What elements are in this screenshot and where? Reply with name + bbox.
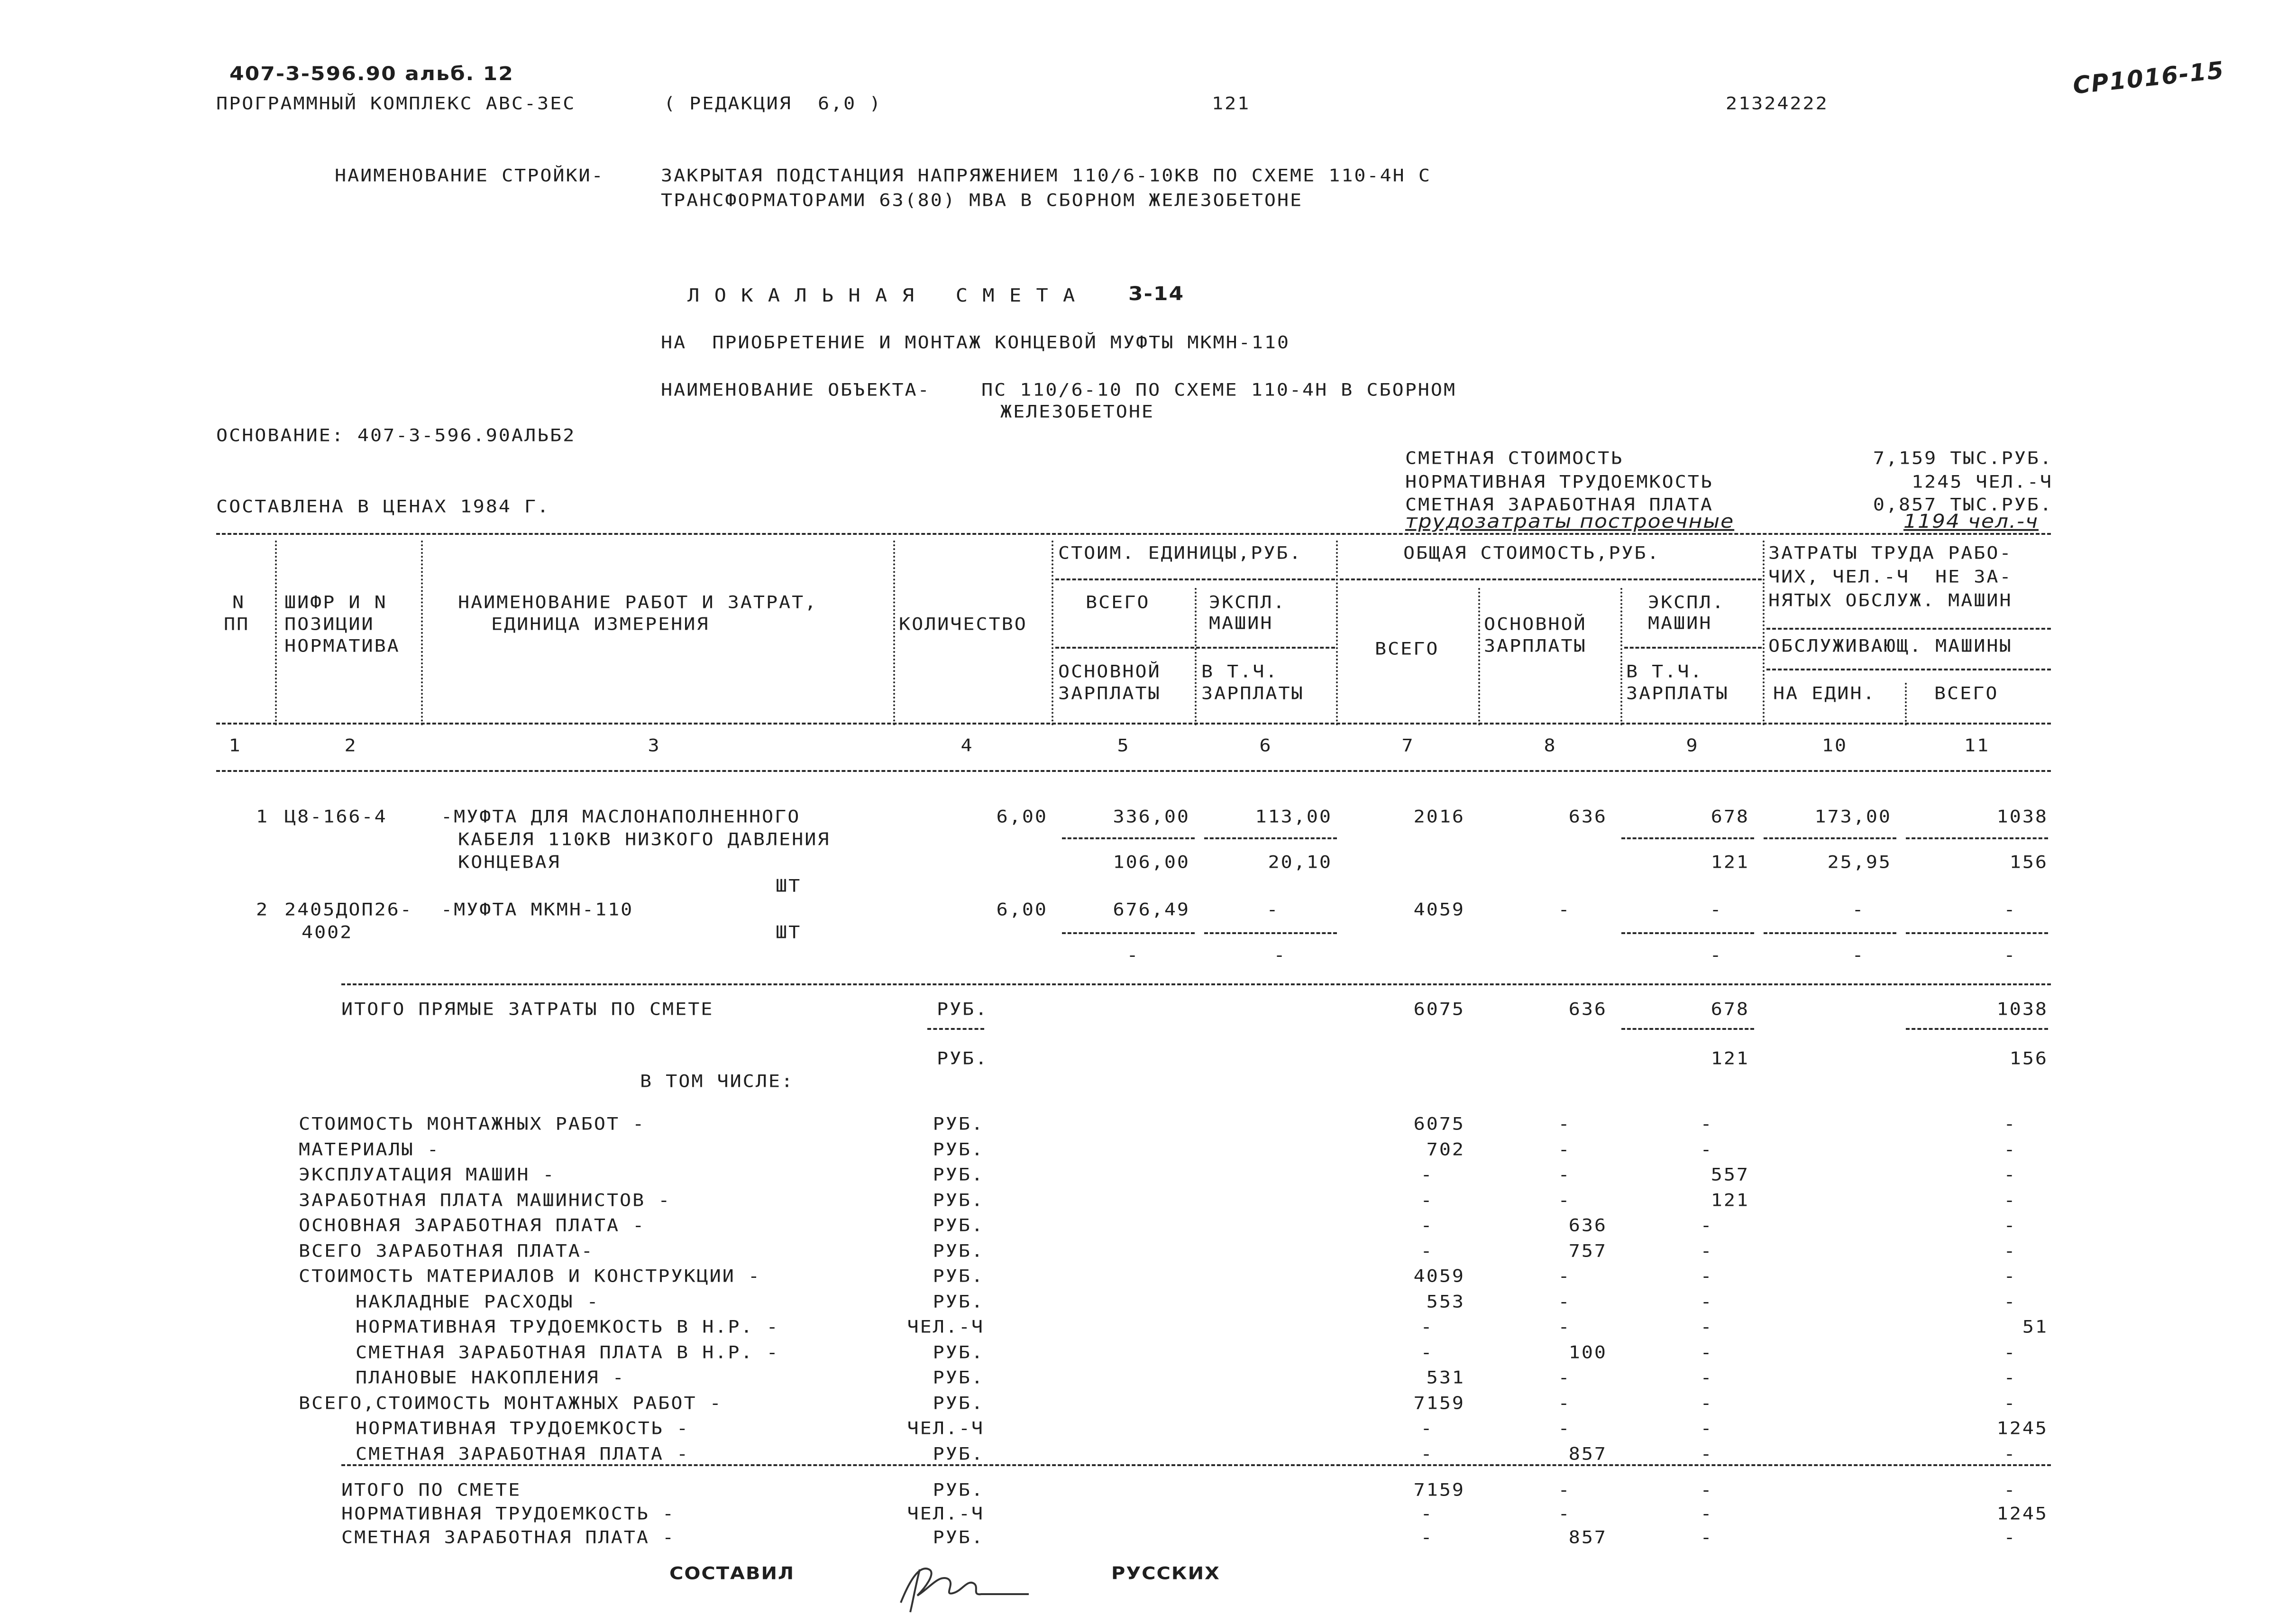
row-labor-total: - (2003, 1342, 2017, 1363)
row-label: ЭКСПЛУАТАЦИЯ МАШИН - (299, 1165, 556, 1185)
row-code: 2405ДОП26- (284, 899, 413, 920)
row-unit: РУБ. (933, 1240, 984, 1261)
summary-label: СМЕТНАЯ ЗАРАБОТНАЯ ПЛАТА (1405, 495, 1713, 515)
header-col-2: ШИФР И N (284, 592, 387, 613)
row-labor-unit-b: 25,95 (1827, 852, 1892, 872)
row-total-basic: - (1558, 1418, 1571, 1439)
header-unit-incl: ЗАРПЛАТЫ (1201, 683, 1304, 704)
row-name: -МУФТА ДЛЯ МАСЛОНАПОЛНЕННОГО (441, 807, 801, 827)
row-total-basic: - (1558, 899, 1571, 920)
header-col-4: КОЛИЧЕСТВО (899, 614, 1027, 634)
page-number: 121 (1212, 93, 1251, 114)
row-total-all: - (1420, 1418, 1434, 1439)
row-unit: РУБ. (933, 1480, 984, 1500)
items-bottom-rule (341, 983, 2051, 985)
header-total-mach: МАШИН (1648, 613, 1712, 633)
construction-line-1: ЗАКРЫТАЯ ПОДСТАНЦИЯ НАПРЯЖЕНИЕМ 110/6-10КВ ПО СХЕМЕ 110-4Н С (661, 165, 1431, 186)
row-unit: РУБ. (933, 1215, 984, 1236)
header-inner-rule (1766, 628, 2051, 630)
row-labor-total: 1038 (1996, 807, 2048, 827)
column-number: 2 (344, 735, 357, 756)
summary-value-handwritten: 1194 чел.-ч (1903, 510, 2039, 533)
row-label: ОСНОВНАЯ ЗАРАБОТНАЯ ПЛАТА - (299, 1215, 646, 1236)
column-number: 9 (1686, 735, 1699, 756)
row-labor-total: 1245 (1996, 1504, 2048, 1524)
row-unit: РУБ. (933, 1291, 984, 1312)
row-labor-total: - (2003, 1114, 2017, 1134)
row-total-basic: - (1558, 1190, 1571, 1211)
row-label: ВСЕГО,СТОИМОСТЬ МОНТАЖНЫХ РАБОТ - (299, 1393, 723, 1413)
document-code: 21324222 (1726, 93, 1829, 114)
row-total-basic: - (1558, 1504, 1571, 1524)
column-divider (1336, 541, 1338, 725)
row-total-all: - (1420, 1190, 1434, 1211)
header-total-mach: ЭКСПЛ. (1648, 592, 1725, 613)
composed-by-label: СОСТАВИЛ (669, 1563, 795, 1584)
header-inner-rule (1340, 578, 1762, 580)
row-unit: РУБ. (933, 1165, 984, 1185)
column-divider (1763, 541, 1765, 725)
row-labor-total: 1245 (1996, 1418, 2048, 1439)
row-labor-unit: - (1852, 899, 1865, 920)
header-labor: ЧИХ, ЧЕЛ.-Ч НЕ ЗА- (1768, 567, 2012, 587)
estimate-basis: ОСНОВАНИЕ: 407-3-596.90АЛЬБ2 (216, 425, 576, 446)
row-total-all: 6075 (1413, 1114, 1465, 1134)
cell-rule (1764, 837, 1896, 839)
row-label: ВСЕГО ЗАРАБОТНАЯ ПЛАТА- (299, 1240, 594, 1261)
row-unit-basic: - (1126, 945, 1140, 965)
row-unit: ШТ (776, 922, 802, 943)
composer-name: РУССКИХ (1111, 1563, 1220, 1584)
row-label: СМЕТНАЯ ЗАРАБОТНАЯ ПЛАТА - (341, 1527, 676, 1548)
header-inner-rule (1624, 647, 1762, 649)
row-unit-mach: - (1266, 899, 1280, 920)
row-unit: ЧЕЛ.-Ч (907, 1418, 984, 1439)
signature (891, 1551, 1034, 1617)
header-bottom-rule (216, 723, 2051, 725)
row-total-all: - (1420, 1443, 1434, 1464)
row-labor-total: - (2003, 1480, 2017, 1500)
row-unit-incl: 20,10 (1268, 852, 1332, 872)
row-total-basic: - (1558, 1266, 1571, 1286)
header-col-1: ПП (224, 614, 250, 634)
header-inner-rule (1055, 647, 1335, 649)
row-labor-total: - (2003, 1139, 2017, 1160)
row-labor-total: - (2003, 1190, 2017, 1211)
cell-rule (1062, 837, 1195, 839)
header-labor-total: ВСЕГО (1934, 683, 1999, 704)
header-total-all: ВСЕГО (1375, 639, 1439, 659)
header-unit-incl: В Т.Ч. (1201, 661, 1279, 682)
row-total-all: - (1420, 1527, 1434, 1548)
header-unit-all: ВСЕГО (1086, 592, 1150, 613)
cell-rule (1621, 932, 1754, 934)
direct-costs-label: ИТОГО ПРЯМЫЕ ЗАТРАТЫ ПО СМЕТЕ (341, 999, 714, 1019)
row-total-all: - (1420, 1504, 1434, 1524)
row-total-mach: - (1700, 1266, 1713, 1286)
handwritten-stamp: СР1016-15 (2071, 56, 2226, 100)
row-unit: ШТ (776, 876, 802, 896)
row-labor-total: - (2003, 1240, 2017, 1261)
cell-rule (1621, 837, 1754, 839)
row-total-mach: - (1710, 899, 1723, 920)
row-quantity: 6,00 (996, 807, 1048, 827)
cell-rule (1204, 837, 1337, 839)
row-total-mach: - (1700, 1342, 1713, 1363)
row-total-basic: - (1558, 1114, 1571, 1134)
header-labor-serving: ОБСЛУЖИВАЮЩ. МАШИНЫ (1768, 636, 2012, 656)
row-labor-unit-b: - (1852, 945, 1865, 965)
row-unit-mach: 113,00 (1255, 807, 1332, 827)
row-label: СТОИМОСТЬ МОНТАЖНЫХ РАБОТ - (299, 1114, 646, 1134)
row-name: КАБЕЛЯ 110КВ НИЗКОГО ДАВЛЕНИЯ (458, 829, 831, 850)
row-total-mach: 678 (1711, 807, 1749, 827)
row-total-mach: - (1700, 1527, 1713, 1548)
summary-value: 7,159 ТЫС.РУБ. (1873, 448, 2053, 468)
including-label: В ТОМ ЧИСЛЕ: (640, 1071, 794, 1092)
row-label: НОРМАТИВНАЯ ТРУДОЕМКОСТЬ - (356, 1418, 690, 1439)
row-total-basic: - (1558, 1480, 1571, 1500)
header-col-2: ПОЗИЦИИ (284, 614, 375, 634)
row-name: -МУФТА МКМН-110 (441, 899, 634, 920)
row-total-mach: - (1700, 1480, 1713, 1500)
column-divider (1195, 588, 1197, 725)
row-labor-total: - (2003, 1527, 2017, 1548)
row-label: ИТОГО ПО СМЕТЕ (341, 1480, 521, 1500)
object-line-2: ЖЕЛЕЗОБЕТОНЕ (1000, 402, 1154, 422)
row-labor-total: - (2003, 1393, 2017, 1413)
row-unit: РУБ. (933, 1527, 984, 1548)
row-labor-total-b: 156 (2009, 852, 2048, 872)
row-total-basic: - (1558, 1317, 1571, 1337)
header-total-incl: ЗАРПЛАТЫ (1626, 683, 1729, 704)
row-unit-incl: - (1273, 945, 1287, 965)
row-total-basic: 857 (1568, 1527, 1607, 1548)
row-total-incl: - (1710, 945, 1723, 965)
object-label: НАИМЕНОВАНИЕ ОБЪЕКТА- (661, 380, 931, 400)
column-divider (893, 541, 895, 725)
row-label: ЗАРАБОТНАЯ ПЛАТА МАШИНИСТОВ - (299, 1190, 671, 1211)
row-total-basic: - (1558, 1393, 1571, 1413)
cell-rule (1906, 1028, 2048, 1030)
cell-rule (927, 1028, 984, 1030)
row-unit: РУБ. (933, 1393, 984, 1413)
row-labor-total: - (2003, 899, 2017, 920)
column-number: 7 (1401, 735, 1415, 756)
header-labor: ЗАТРАТЫ ТРУДА РАБО- (1768, 543, 2012, 563)
row-label: МАТЕРИАЛЫ - (299, 1139, 440, 1160)
row-total-basic: - (1558, 1291, 1571, 1312)
estimate-number: 3-14 (1128, 283, 1185, 305)
row-labor-total-b: - (2003, 945, 2017, 965)
row-unit: РУБ. (933, 1114, 984, 1134)
row-total-basic: 857 (1568, 1443, 1607, 1464)
row-total-all: - (1420, 1342, 1434, 1363)
row-label: НОРМАТИВНАЯ ТРУДОЕМКОСТЬ В Н.Р. - (356, 1317, 779, 1337)
row-labor-total: - (2003, 1291, 2017, 1312)
row-total-basic: - (1558, 1367, 1571, 1388)
row-total-all: 2016 (1413, 807, 1465, 827)
header-unit-mach: ЭКСПЛ. (1209, 592, 1286, 613)
row-unit: РУБ. (933, 1190, 984, 1211)
row-total-basic: - (1558, 1139, 1571, 1160)
row-total-mach: - (1700, 1139, 1713, 1160)
column-number: 8 (1544, 735, 1557, 756)
direct-costs-basic: 636 (1568, 999, 1607, 1019)
column-divider (421, 541, 423, 725)
column-number: 11 (1964, 735, 1990, 756)
column-number: 3 (648, 735, 661, 756)
table-top-rule (216, 533, 2051, 535)
construction-label: НАИМЕНОВАНИЕ СТРОЙКИ- (335, 165, 604, 186)
cell-rule (1204, 932, 1337, 934)
row-total-all: - (1420, 1240, 1434, 1261)
row-unit: ЧЕЛ.-Ч (907, 1504, 984, 1524)
direct-costs-mach-incl: 121 (1711, 1048, 1749, 1069)
object-line-1: ПС 110/6-10 ПО СХЕМЕ 110-4Н В СБОРНОМ (981, 380, 1457, 400)
header-unit-mach: МАШИН (1209, 613, 1273, 633)
row-label: НАКЛАДНЫЕ РАСХОДЫ - (356, 1291, 600, 1312)
header-col-2: НОРМАТИВА (284, 636, 400, 656)
row-total-mach: - (1700, 1240, 1713, 1261)
column-divider (1620, 588, 1622, 725)
row-total-all: - (1420, 1317, 1434, 1337)
row-unit: РУБ. (933, 1342, 984, 1363)
row-total-all: 4059 (1413, 899, 1465, 920)
row-total-mach: - (1700, 1114, 1713, 1134)
row-labor-unit: 173,00 (1814, 807, 1892, 827)
header-unit-basic: ОСНОВНОЙ (1058, 661, 1161, 682)
totals-top-rule (341, 1464, 2051, 1466)
row-total-mach: - (1700, 1291, 1713, 1312)
header-total-incl: В Т.Ч. (1626, 661, 1703, 682)
column-number: 5 (1117, 735, 1130, 756)
estimate-subject: НА ПРИОБРЕТЕНИЕ И МОНТАЖ КОНЦЕВОЙ МУФТЫ МКМН-110 (661, 332, 1290, 353)
row-labor-total: - (2003, 1443, 2017, 1464)
summary-label: НОРМАТИВНАЯ ТРУДОЕМКОСТЬ (1405, 472, 1713, 492)
header-labor: НЯТЫХ ОБСЛУЖ. МАШИН (1768, 590, 2012, 611)
row-total-mach: - (1700, 1215, 1713, 1236)
header-col-3: ЕДИНИЦА ИЗМЕРЕНИЯ (491, 614, 710, 634)
cell-rule (1062, 932, 1195, 934)
row-labor-total: - (2003, 1165, 2017, 1185)
summary-label: СМЕТНАЯ СТОИМОСТЬ (1405, 448, 1624, 468)
column-divider (1478, 588, 1480, 725)
construction-line-2: ТРАНСФОРМАТОРАМИ 63(80) МВА В СБОРНОМ ЖЕЛЕЗОБЕТОНЕ (661, 190, 1303, 211)
row-total-mach: 557 (1711, 1165, 1749, 1185)
cell-rule (1906, 932, 2048, 934)
column-number: 4 (960, 735, 974, 756)
program-name: ПРОГРАММНЫЙ КОМПЛЕКС АВС-ЗЕС (216, 93, 576, 114)
header-col-3: НАИМЕНОВАНИЕ РАБОТ И ЗАТРАТ, (458, 592, 818, 613)
row-unit: РУБ. (933, 1139, 984, 1160)
row-total-mach: - (1700, 1504, 1713, 1524)
row-label: СТОИМОСТЬ МАТЕРИАЛОВ И КОНСТРУКЦИИ - (299, 1266, 761, 1286)
row-unit: РУБ. (933, 1266, 984, 1286)
price-level: СОСТАВЛЕНА В ЦЕНАХ 1984 Г. (216, 496, 550, 517)
direct-costs-unit: РУБ. (937, 1048, 988, 1069)
row-unit-basic: 106,00 (1113, 852, 1190, 872)
row-total-all: 7159 (1413, 1480, 1465, 1500)
header-inner-rule (1766, 669, 2051, 670)
row-code: Ц8-166-4 (284, 807, 387, 827)
row-total-incl: 121 (1711, 852, 1749, 872)
direct-costs-labor: 1038 (1996, 999, 2048, 1019)
row-unit: ЧЕЛ.-Ч (907, 1317, 984, 1337)
header-unit-basic: ЗАРПЛАТЫ (1058, 683, 1161, 704)
cell-rule (1906, 837, 2048, 839)
header-labor-unit: НА ЕДИН. (1773, 683, 1876, 704)
row-total-basic: 636 (1568, 1215, 1607, 1236)
row-total-basic: 636 (1568, 807, 1607, 827)
direct-costs-labor-b: 156 (2009, 1048, 2048, 1069)
summary-label-handwritten: трудозатраты построечные (1405, 510, 1735, 533)
row-total-basic: - (1558, 1165, 1571, 1185)
row-total-all: 4059 (1413, 1266, 1465, 1286)
row-name: КОНЦЕВАЯ (458, 852, 561, 872)
row-unit: РУБ. (933, 1367, 984, 1388)
header-total-cost: ОБЩАЯ СТОИМОСТЬ,РУБ. (1403, 543, 1660, 563)
row-labor-total: - (2003, 1266, 2017, 1286)
row-quantity: 6,00 (996, 899, 1048, 920)
row-total-mach: 121 (1711, 1190, 1749, 1211)
row-total-mach: - (1700, 1443, 1713, 1464)
row-labor-total: - (2003, 1215, 2017, 1236)
row-unit-all: 336,00 (1113, 807, 1190, 827)
row-total-all: 553 (1426, 1291, 1465, 1312)
album-reference: 407-3-596.90 альб. 12 (229, 63, 514, 85)
column-divider (275, 541, 277, 725)
program-edition: ( РЕДАКЦИЯ 6,0 ) (664, 93, 882, 114)
row-label: СМЕТНАЯ ЗАРАБОТНАЯ ПЛАТА - (356, 1443, 690, 1464)
summary-value: 1245 ЧЕЛ.-Ч (1912, 472, 2053, 492)
row-total-all: - (1420, 1215, 1434, 1236)
header-total-basic: ОСНОВНОЙ (1484, 614, 1587, 634)
row-total-all: - (1420, 1165, 1434, 1185)
estimate-title: Л О К А Л Ь Н А Я С М Е Т А (687, 284, 1077, 306)
row-total-basic: 757 (1568, 1240, 1607, 1261)
cell-rule (1764, 932, 1896, 934)
row-labor-total: - (2003, 1367, 2017, 1388)
row-total-mach: - (1700, 1367, 1713, 1388)
row-number: 1 (256, 807, 269, 827)
row-code: 4002 (302, 922, 353, 943)
cell-rule (1621, 1028, 1754, 1030)
column-divider (1052, 541, 1053, 725)
row-total-basic: 100 (1568, 1342, 1607, 1363)
column-number: 6 (1259, 735, 1272, 756)
row-total-all: 702 (1426, 1139, 1465, 1160)
column-number: 10 (1821, 735, 1848, 756)
column-number: 1 (229, 735, 242, 756)
row-total-mach: - (1700, 1393, 1713, 1413)
direct-costs-unit: РУБ. (937, 999, 988, 1019)
direct-costs-mach: 678 (1711, 999, 1749, 1019)
direct-costs-total: 6075 (1413, 999, 1465, 1019)
row-label: НОРМАТИВНАЯ ТРУДОЕМКОСТЬ - (341, 1504, 676, 1524)
numbers-bottom-rule (216, 770, 2051, 772)
row-unit-all: 676,49 (1113, 899, 1190, 920)
row-total-mach: - (1700, 1418, 1713, 1439)
header-unit-cost: СТОИМ. ЕДИНИЦЫ,РУБ. (1058, 543, 1302, 563)
row-unit: РУБ. (933, 1443, 984, 1464)
header-total-basic: ЗАРПЛАТЫ (1484, 636, 1587, 656)
column-divider (1905, 683, 1907, 725)
row-label: СМЕТНАЯ ЗАРАБОТНАЯ ПЛАТА В Н.Р. - (356, 1342, 779, 1363)
row-labor-total: 51 (2022, 1317, 2048, 1337)
row-number: 2 (256, 899, 269, 920)
summary-value: 0,857 ТЫС.РУБ. (1873, 495, 2053, 515)
header-col-1: N (232, 592, 246, 613)
row-label: ПЛАНОВЫЕ НАКОПЛЕНИЯ - (356, 1367, 625, 1388)
header-inner-rule (1055, 578, 1335, 580)
row-total-mach: - (1700, 1317, 1713, 1337)
row-total-all: 7159 (1413, 1393, 1465, 1413)
row-total-all: 531 (1426, 1367, 1465, 1388)
